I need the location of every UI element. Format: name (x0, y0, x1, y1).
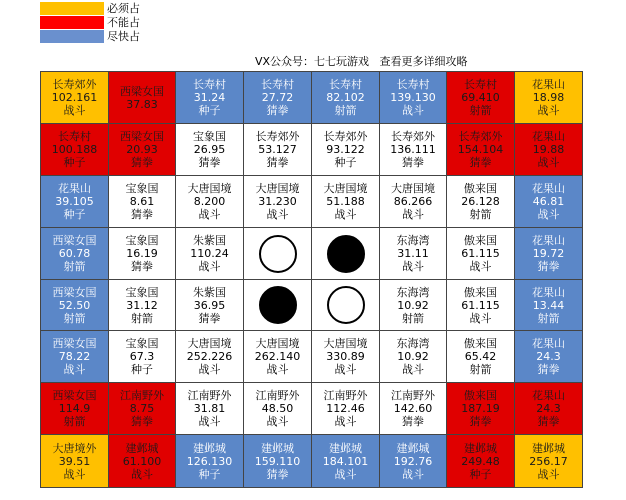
cell-type: 射箭 (537, 311, 560, 325)
board-cell[interactable] (447, 124, 515, 176)
cell-type: 战斗 (198, 363, 221, 376)
cell-name: 傲来国 (464, 389, 497, 402)
cell-coord: 110.24 (190, 247, 229, 260)
board-cell[interactable] (515, 280, 583, 331)
board-cell[interactable] (515, 176, 583, 228)
board-cell[interactable] (380, 383, 447, 435)
cell-name: 长寿村 (193, 78, 226, 91)
cell-type: 战斗 (198, 260, 221, 273)
cell-name: 宝象国 (125, 234, 159, 247)
board-cell[interactable] (244, 124, 312, 176)
cell-type: 射箭 (402, 311, 424, 325)
board-cell[interactable] (515, 435, 583, 488)
cell-coord: 8.75 (129, 402, 155, 415)
cell-coord: 39.51 (58, 454, 91, 468)
cell-coord: 10.92 (397, 298, 429, 312)
board-cell[interactable] (176, 228, 244, 280)
cell-name: 西梁女国 (120, 84, 164, 98)
cell-type: 战斗 (537, 104, 560, 117)
cell-name: 江南野外 (323, 389, 368, 402)
cell-coord: 249.48 (461, 454, 500, 468)
board-cell[interactable] (41, 435, 109, 488)
cell-type: 战斗 (537, 467, 560, 481)
cell-name: 东海湾 (396, 234, 430, 247)
cell-coord: 16.19 (126, 247, 158, 260)
cell-name: 东海湾 (396, 285, 430, 299)
cell-coord: 31.81 (193, 402, 226, 415)
cell-name: 建邺城 (125, 441, 159, 455)
board-cell[interactable] (176, 124, 244, 176)
cell-type: 射箭 (63, 260, 86, 273)
cell-type: 战斗 (402, 104, 424, 117)
cell-type: 猜拳 (198, 311, 221, 325)
cell-name: 大唐国境 (323, 182, 368, 195)
cell-name: 大唐国境 (323, 337, 368, 350)
cell-name: 长寿村 (58, 130, 91, 143)
board-cell[interactable] (41, 383, 109, 435)
cell-name: 建邺城 (532, 441, 565, 455)
cell-name: 长寿郊外 (52, 78, 97, 91)
cell-coord: 8.61 (129, 195, 155, 208)
cell-type: 战斗 (334, 208, 357, 221)
cell-coord: 136.111 (390, 143, 436, 156)
legend-swatch (40, 30, 104, 43)
cell-name: 西梁女国 (52, 285, 97, 299)
board-cell[interactable] (515, 331, 583, 383)
cell-name: 江南野外 (391, 389, 435, 402)
board-cell[interactable] (244, 228, 312, 280)
cell-type: 战斗 (334, 467, 357, 481)
cell-coord: 39.105 (55, 195, 94, 208)
cell-name: 朱紫国 (193, 234, 226, 247)
cell-coord: 100.188 (51, 143, 98, 156)
cell-type: 战斗 (63, 363, 86, 376)
cell-coord: 67.3 (129, 350, 155, 363)
cell-coord: 10.92 (397, 350, 429, 363)
cell-type: 猜拳 (537, 415, 560, 428)
cell-name: 建邺城 (464, 441, 497, 455)
cell-type: 猜拳 (131, 208, 153, 221)
cell-type: 种子 (334, 156, 357, 169)
cell-type: 猜拳 (537, 260, 560, 273)
cell-type: 战斗 (402, 363, 424, 376)
cell-type: 猜拳 (266, 156, 289, 169)
cell-name: 傲来国 (464, 182, 497, 195)
cell-type: 战斗 (402, 467, 424, 481)
cell-name: 西梁女国 (52, 389, 97, 402)
cell-type: 种子 (198, 467, 221, 481)
cell-type: 战斗 (402, 208, 424, 221)
board-cell[interactable] (312, 228, 380, 280)
board-cell[interactable] (380, 280, 447, 331)
white-piece[interactable] (259, 235, 297, 273)
cell-name: 江南野外 (120, 389, 164, 402)
cell-name: 建邺城 (329, 441, 362, 455)
cell-type: 种子 (131, 363, 153, 376)
cell-type: 战斗 (63, 467, 86, 481)
cell-coord: 192.76 (393, 454, 433, 468)
cell-coord: 26.95 (193, 143, 226, 156)
cell-type: 猜拳 (131, 415, 153, 428)
board-cell[interactable] (447, 228, 515, 280)
cell-type: 战斗 (402, 260, 424, 273)
cell-name: 长寿郊外 (255, 130, 300, 143)
cell-name: 花果山 (532, 234, 565, 247)
cell-name: 花果山 (532, 78, 565, 91)
cell-type: 猜拳 (402, 156, 424, 169)
cell-coord: 27.72 (261, 91, 294, 104)
legend-label: 尽快占 (107, 30, 140, 43)
board-cell[interactable] (515, 383, 583, 435)
board-cell[interactable] (447, 72, 515, 124)
cell-type: 战斗 (131, 467, 153, 481)
cell-coord: 330.89 (326, 350, 365, 363)
board-cell[interactable] (447, 383, 515, 435)
cell-type: 种子 (63, 156, 86, 169)
cell-coord: 61.100 (122, 454, 162, 468)
cell-coord: 82.102 (326, 91, 365, 104)
cell-type: 战斗 (334, 415, 357, 428)
board-cell[interactable] (109, 383, 176, 435)
board-cell[interactable] (41, 331, 109, 383)
cell-coord: 52.50 (58, 298, 91, 312)
board-cell[interactable] (176, 176, 244, 228)
cell-type: 战斗 (334, 363, 357, 376)
cell-coord: 187.19 (461, 402, 500, 415)
board-cell[interactable] (41, 280, 109, 331)
cell-coord: 37.83 (126, 97, 158, 111)
cell-type: 战斗 (198, 208, 221, 221)
cell-coord: 61.115 (461, 247, 500, 260)
cell-name: 江南野外 (187, 389, 232, 402)
cell-type: 猜拳 (131, 260, 153, 273)
cell-name: 朱紫国 (193, 285, 226, 299)
board-cell[interactable] (312, 435, 380, 488)
cell-type: 战斗 (266, 415, 289, 428)
white-piece[interactable] (327, 286, 365, 324)
board-cell[interactable] (312, 176, 380, 228)
cell-name: 长寿郊外 (323, 130, 368, 143)
cell-type: 射箭 (131, 311, 153, 325)
cell-name: 傲来国 (464, 337, 497, 350)
cell-type: 种子 (198, 104, 221, 117)
cell-name: 大唐国境 (391, 182, 435, 195)
cell-name: 花果山 (532, 130, 565, 143)
board-cell[interactable] (109, 124, 176, 176)
cell-type: 猜拳 (469, 156, 492, 169)
cell-name: 大唐国境 (255, 337, 300, 350)
legend-swatch (40, 16, 104, 29)
board-cell[interactable] (447, 280, 515, 331)
cell-name: 大唐国境 (187, 337, 232, 350)
board-cell[interactable] (515, 72, 583, 124)
board-cell[interactable] (312, 124, 380, 176)
cell-coord: 31.24 (193, 91, 226, 104)
cell-name: 建邺城 (193, 441, 226, 455)
cell-name: 花果山 (58, 182, 91, 195)
cell-coord: 69.410 (461, 91, 500, 104)
board-cell[interactable] (109, 72, 176, 124)
cell-type: 猜拳 (198, 156, 221, 169)
game-board (40, 71, 583, 488)
cell-type: 战斗 (266, 363, 289, 376)
cell-name: 长寿村 (329, 78, 362, 91)
board-cell[interactable] (447, 176, 515, 228)
board-cell[interactable] (312, 280, 380, 331)
cell-coord: 48.50 (261, 402, 294, 415)
cell-coord: 36.95 (193, 298, 226, 312)
cell-name: 花果山 (532, 182, 565, 195)
cell-name: 长寿郊外 (458, 130, 503, 143)
cell-name: 花果山 (532, 389, 565, 402)
cell-name: 傲来国 (464, 285, 497, 299)
board-cell[interactable] (515, 228, 583, 280)
board-cell[interactable] (447, 435, 515, 488)
cell-coord: 154.104 (457, 143, 504, 156)
cell-type: 射箭 (469, 208, 492, 221)
cell-coord: 20.93 (126, 143, 158, 156)
cell-name: 大唐国境 (255, 182, 300, 195)
board-cell[interactable] (244, 176, 312, 228)
cell-type: 猜拳 (266, 104, 289, 117)
cell-coord: 78.22 (58, 350, 91, 363)
cell-coord: 18.98 (532, 91, 565, 104)
cell-coord: 93.122 (326, 143, 365, 156)
board-cell[interactable] (176, 72, 244, 124)
cell-type: 战斗 (63, 104, 86, 117)
cell-coord: 24.3 (536, 402, 561, 415)
cell-coord: 8.200 (193, 195, 226, 208)
cell-coord: 126.130 (186, 454, 233, 468)
cell-type: 射箭 (469, 104, 492, 117)
board-cell[interactable] (176, 280, 244, 331)
cell-name: 花果山 (532, 285, 565, 299)
cell-coord: 19.72 (532, 247, 565, 260)
board-cell[interactable] (380, 72, 447, 124)
cell-type: 射箭 (63, 311, 86, 325)
cell-name: 建邺城 (261, 441, 294, 455)
cell-type: 猜拳 (537, 363, 560, 376)
board-cell[interactable] (176, 383, 244, 435)
black-piece[interactable] (327, 235, 365, 273)
board-cell[interactable] (380, 176, 447, 228)
cell-coord: 19.88 (532, 143, 565, 156)
board-cell[interactable] (109, 228, 176, 280)
board-cell[interactable] (312, 383, 380, 435)
cell-coord: 114.9 (58, 402, 91, 415)
cell-type: 种子 (63, 208, 86, 221)
cell-coord: 53.127 (258, 143, 297, 156)
cell-coord: 46.81 (532, 195, 565, 208)
cell-type: 猜拳 (266, 467, 289, 481)
board-cell[interactable] (176, 435, 244, 488)
board-cell[interactable] (380, 331, 447, 383)
board-cell[interactable] (515, 124, 583, 176)
board-cell[interactable] (109, 176, 176, 228)
board-cell[interactable] (312, 331, 380, 383)
board-cell[interactable] (244, 435, 312, 488)
cell-coord: 256.17 (529, 454, 568, 468)
cell-type: 射箭 (334, 104, 357, 117)
cell-coord: 184.101 (322, 454, 369, 468)
cell-coord: 139.130 (390, 91, 436, 104)
board-cell[interactable] (41, 176, 109, 228)
cell-type: 射箭 (63, 415, 86, 428)
board-cell[interactable] (244, 72, 312, 124)
cell-name: 宝象国 (125, 337, 159, 350)
cell-type: 战斗 (469, 260, 492, 273)
cell-name: 花果山 (532, 337, 565, 350)
cell-name: 大唐国境 (187, 182, 232, 195)
board-cell[interactable] (312, 72, 380, 124)
cell-coord: 262.140 (254, 350, 301, 363)
cell-name: 西梁女国 (52, 337, 97, 350)
cell-coord: 102.161 (51, 91, 98, 104)
cell-name: 江南野外 (255, 389, 300, 402)
cell-coord: 26.128 (461, 195, 500, 208)
board-cell[interactable] (380, 124, 447, 176)
board-cell[interactable] (244, 280, 312, 331)
cell-type: 猜拳 (402, 415, 424, 428)
legend-label: 不能占 (107, 16, 140, 29)
cell-name: 宝象国 (193, 130, 226, 143)
cell-coord: 112.46 (326, 402, 365, 415)
cell-type: 种子 (469, 467, 492, 481)
cell-coord: 159.110 (254, 454, 301, 468)
cell-type: 战斗 (537, 208, 560, 221)
cell-name: 宝象国 (125, 182, 159, 195)
cell-name: 长寿村 (261, 78, 294, 91)
board-cell[interactable] (41, 228, 109, 280)
cell-type: 战斗 (469, 311, 492, 325)
cell-type: 战斗 (537, 156, 560, 169)
cell-name: 建邺城 (396, 441, 430, 455)
board-cell[interactable] (380, 435, 447, 488)
cell-type: 猜拳 (469, 415, 492, 428)
cell-type: 战斗 (198, 415, 221, 428)
cell-name: 东海湾 (396, 337, 430, 350)
cell-coord: 31.12 (126, 298, 158, 312)
cell-coord: 86.266 (393, 195, 433, 208)
cell-coord: 31.11 (397, 247, 429, 260)
cell-name: 西梁女国 (52, 234, 97, 247)
cell-type: 猜拳 (131, 156, 153, 169)
board-cell[interactable] (109, 280, 176, 331)
cell-coord: 51.188 (326, 195, 365, 208)
cell-coord: 142.60 (393, 402, 433, 415)
cell-coord: 24.3 (536, 350, 561, 363)
board-cell[interactable] (176, 331, 244, 383)
cell-coord: 252.226 (186, 350, 233, 363)
caption: VX公众号：七七玩游戏 查看更多详细攻略 (255, 55, 468, 68)
cell-name: 大唐境外 (52, 441, 97, 455)
board-cell[interactable] (244, 331, 312, 383)
board-cell[interactable] (244, 383, 312, 435)
cell-name: 长寿村 (464, 78, 497, 91)
board-cell[interactable] (109, 435, 176, 488)
cell-type: 射箭 (469, 363, 492, 376)
board-cell[interactable] (41, 72, 109, 124)
legend-swatch (40, 2, 104, 15)
cell-coord: 31.230 (258, 195, 297, 208)
legend-label: 必须占 (107, 2, 140, 15)
board-cell[interactable] (380, 228, 447, 280)
board-cell[interactable] (109, 331, 176, 383)
board-cell[interactable] (41, 124, 109, 176)
cell-coord: 13.44 (532, 298, 565, 312)
cell-coord: 61.115 (461, 298, 500, 312)
cell-coord: 65.42 (464, 350, 497, 363)
cell-name: 长寿村 (396, 78, 430, 91)
cell-type: 战斗 (266, 208, 289, 221)
cell-name: 西梁女国 (120, 130, 164, 143)
cell-coord: 60.78 (58, 247, 91, 260)
black-piece[interactable] (259, 286, 297, 324)
cell-name: 宝象国 (125, 285, 159, 299)
cell-name: 长寿郊外 (391, 130, 435, 143)
board-cell[interactable] (447, 331, 515, 383)
cell-name: 傲来国 (464, 234, 497, 247)
